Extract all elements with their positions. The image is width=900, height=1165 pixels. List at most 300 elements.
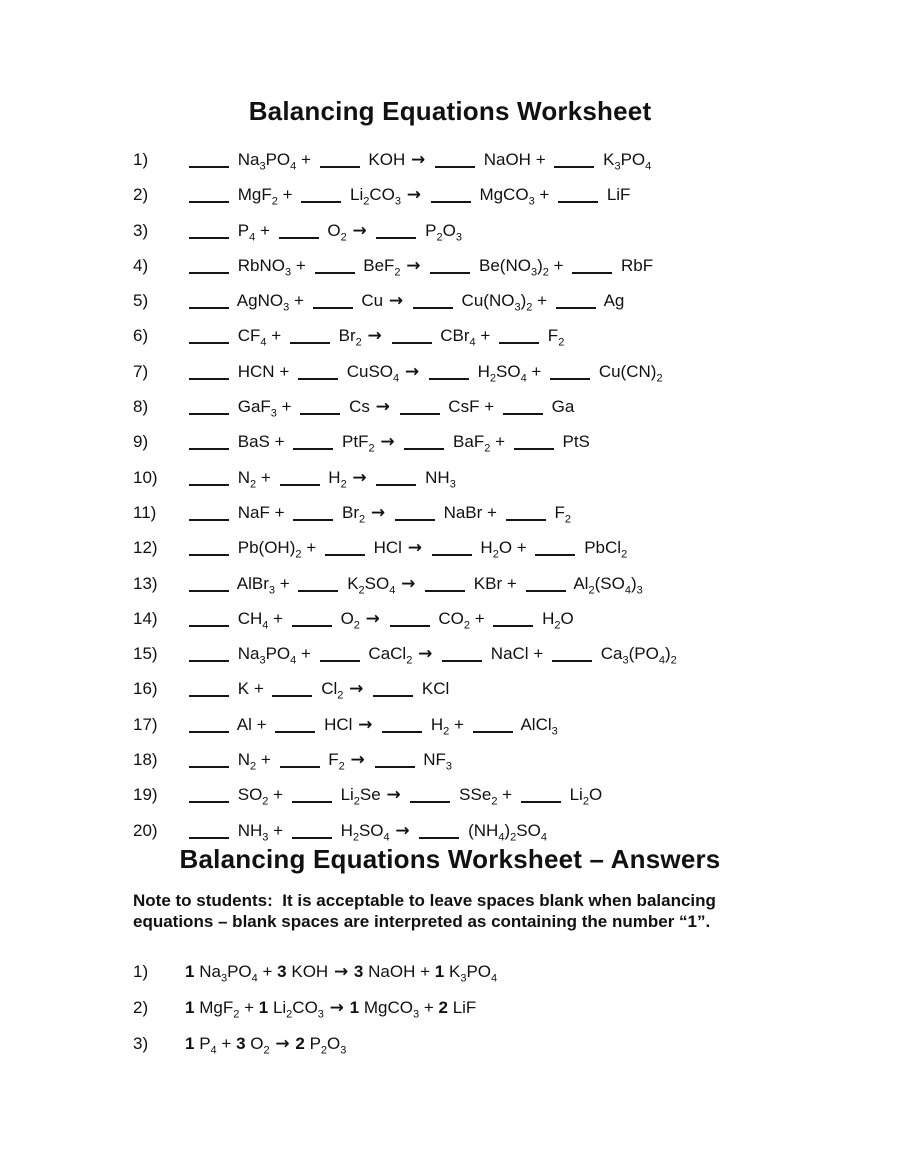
formula-token: $Cl_2$	[321, 679, 344, 702]
formula-token: $Br_2$	[338, 326, 362, 349]
formula-token: Ga	[551, 397, 575, 417]
formula-token: $K_3PO_4$	[603, 150, 652, 173]
answer-blank	[189, 624, 229, 627]
formula-token: BaS	[237, 432, 270, 452]
formula-token: +	[279, 361, 290, 381]
arrow-icon: →	[386, 785, 401, 806]
answer-blank	[554, 165, 594, 168]
formula-token: +	[293, 291, 304, 311]
equation	[185, 460, 456, 496]
formula-token: $K_3PO_4$	[448, 961, 498, 985]
coefficient: 1	[185, 998, 195, 1018]
problem-number: 12)	[133, 538, 158, 558]
answer-blank	[514, 447, 554, 450]
answer-blank	[442, 659, 482, 662]
arrow-icon: →	[349, 679, 364, 700]
answer-blank	[419, 836, 459, 839]
equation	[185, 354, 663, 390]
formula-token: CuSO$_4$	[346, 361, 400, 385]
formula-token: $Na_3PO_4$	[237, 150, 297, 173]
formula-token: $Li_2CO_3$	[350, 185, 401, 208]
problem-row	[0, 601, 900, 636]
coefficient: 3	[277, 961, 287, 981]
formula-token: NaF	[237, 502, 270, 522]
formula-token: $P_4$	[199, 1034, 217, 1057]
answer-blank	[272, 694, 312, 697]
coefficient: 3	[236, 1034, 246, 1054]
formula-token: MgF$_2$	[237, 185, 278, 208]
formula-token: +	[273, 820, 284, 840]
answer-blank	[413, 306, 453, 309]
answer-row	[0, 954, 900, 990]
problem-number: 17)	[133, 714, 158, 734]
problem-number: 14)	[133, 608, 158, 628]
worksheet-title: Balancing Equations Worksheet	[248, 96, 652, 126]
problem-number: 3)	[133, 1034, 149, 1054]
answer-blank	[373, 694, 413, 697]
equation	[185, 213, 462, 249]
equation	[185, 777, 602, 813]
problem-row	[0, 530, 900, 565]
formula-token: KOH	[291, 961, 329, 981]
equation	[185, 283, 624, 319]
answer-blank	[189, 730, 229, 733]
formula-token: HCl	[373, 538, 402, 558]
answer-blank	[425, 589, 465, 592]
formula-token: $N_2$	[237, 467, 257, 491]
arrow-icon: →	[333, 961, 349, 982]
formula-token: CBr$_4$	[440, 326, 476, 349]
answer-blank	[189, 200, 229, 203]
answer-blank	[189, 306, 229, 309]
formula-token: +	[480, 326, 491, 346]
formula-token: +	[221, 1034, 232, 1054]
formula-token: $H_2SO_4$	[477, 361, 527, 385]
problem-row	[0, 424, 900, 459]
arrow-icon: →	[350, 750, 365, 771]
answer-blank	[526, 589, 566, 592]
answer-blank	[298, 589, 338, 592]
answer-blank	[320, 659, 360, 662]
answer-row	[0, 990, 900, 1026]
formula-token: +	[487, 502, 497, 522]
formula-token: +	[420, 961, 431, 981]
answer-blank	[313, 306, 353, 309]
problem-number: 18)	[133, 750, 158, 770]
formula-token: $Na_3PO_4$	[199, 961, 258, 985]
arrow-icon: →	[406, 255, 421, 276]
answers-title: Balancing Equations Worksheet – Answers	[179, 843, 721, 874]
coefficient: 2	[295, 1034, 305, 1054]
answer-blank	[315, 271, 355, 274]
coefficient: 1	[185, 961, 195, 981]
formula-token: $SO_2$	[237, 785, 269, 808]
arrow-icon: →	[418, 644, 433, 665]
formula-token: +	[474, 608, 485, 628]
answer-blank	[572, 271, 612, 274]
arrow-icon: →	[395, 820, 410, 841]
formula-token: $CO_2$	[438, 608, 470, 632]
equation	[185, 424, 590, 460]
equation	[185, 707, 558, 743]
formula-token: +	[256, 714, 267, 734]
answer-blank	[558, 200, 598, 203]
arrow-icon: →	[401, 573, 416, 594]
arrow-icon: →	[411, 150, 426, 170]
formula-token: $Br_2$	[342, 502, 366, 526]
answer-blank	[550, 377, 590, 380]
problem-row	[0, 566, 900, 601]
formula-token: $Li_2CO_3$	[272, 998, 324, 1021]
problem-number: 20)	[133, 820, 158, 840]
formula-token: +	[484, 397, 495, 417]
answer-blank	[301, 200, 341, 203]
arrow-icon: →	[275, 1034, 290, 1055]
problem-row	[0, 671, 900, 706]
answer-blank	[535, 553, 575, 556]
answer-blank	[552, 659, 592, 662]
problem-row	[0, 213, 900, 248]
problems-list	[0, 142, 900, 848]
answer-blank	[376, 236, 416, 239]
answer-blank	[300, 412, 340, 415]
arrow-icon: →	[367, 326, 382, 347]
arrow-icon: →	[404, 361, 420, 382]
formula-token: +	[553, 255, 564, 275]
formula-token: NaOH	[483, 150, 531, 169]
problem-number: 1)	[133, 150, 149, 169]
answer-blank	[503, 412, 543, 415]
answer-blank	[189, 483, 229, 486]
formula-token: +	[506, 573, 517, 593]
answer-blank	[189, 518, 229, 521]
problem-row	[0, 813, 900, 848]
problem-row	[0, 742, 900, 777]
formula-token: +	[454, 714, 464, 734]
answer-blank	[404, 447, 444, 450]
formula-token: $H_2$	[328, 467, 347, 491]
formula-token: $H_2O$	[480, 538, 513, 561]
equation	[185, 601, 574, 637]
answer-blank	[280, 483, 320, 486]
problem-row	[0, 389, 900, 424]
problem-number: 15)	[133, 644, 158, 664]
answer-blank	[189, 800, 229, 803]
formula-token: MgF$_2$	[199, 998, 240, 1021]
arrow-icon: →	[352, 220, 367, 241]
formula-token: $Li_2O$	[569, 785, 603, 808]
formula-token: +	[253, 679, 264, 699]
problem-row	[0, 318, 900, 353]
formula-token: CsF	[448, 397, 480, 417]
formula-token: KCl	[421, 679, 450, 699]
answer-blank	[521, 800, 561, 803]
formula-token: $Ca_3(PO_4)_2$	[600, 644, 677, 667]
problem-number: 1)	[133, 961, 149, 981]
formula-token: $F_2$	[328, 750, 345, 773]
equation	[185, 636, 677, 672]
formula-token: $CH_4$	[237, 608, 269, 632]
formula-token: AlCl$_3$	[520, 714, 558, 738]
problem-row	[0, 636, 900, 671]
note-to-students	[0, 890, 748, 932]
formula-token: $P_4$	[237, 220, 256, 243]
equation	[185, 566, 643, 602]
answer-blank	[292, 800, 332, 803]
formula-token: $O_2$	[250, 1034, 270, 1057]
answer-blank	[189, 412, 229, 415]
formula-token: $H_2SO_4$	[340, 820, 390, 844]
formula-token: $F_2$	[547, 326, 565, 349]
formula-token: LiF	[606, 185, 631, 205]
answer-blank	[410, 800, 450, 803]
arrow-icon: →	[352, 467, 367, 488]
formula-token: +	[295, 255, 306, 275]
equation	[185, 318, 564, 354]
answer-blank	[298, 377, 338, 380]
equation	[185, 954, 497, 990]
problem-row	[0, 707, 900, 742]
answer-blank	[189, 694, 229, 697]
formula-token: $CF_4$	[237, 326, 267, 349]
answer-blank	[493, 624, 533, 627]
formula-token: Cu	[361, 291, 384, 311]
problem-number: 4)	[133, 255, 149, 275]
formula-token: NaOH	[368, 961, 416, 981]
problem-number: 2)	[133, 185, 149, 205]
answer-blank	[499, 341, 539, 344]
formula-token: LiF	[452, 998, 477, 1018]
answer-blank	[189, 165, 229, 168]
answer-blank	[189, 553, 229, 556]
answer-blank	[506, 518, 546, 521]
formula-token: $NH_3$	[425, 467, 456, 491]
answer-blank	[189, 659, 229, 662]
equation	[185, 671, 449, 707]
answer-blank	[382, 730, 422, 733]
formula-token: $H_2$	[430, 714, 450, 738]
formula-token: +	[537, 291, 548, 311]
answer-blank	[293, 447, 333, 450]
formula-token: AgNO$_3$	[236, 291, 290, 314]
formula-token: +	[539, 185, 550, 205]
problem-number: 10)	[133, 467, 158, 487]
equation	[185, 177, 630, 213]
problem-row	[0, 283, 900, 318]
equation	[185, 530, 627, 566]
answer-blank	[473, 730, 513, 733]
formula-token: $K_2SO_4$	[347, 573, 396, 596]
arrow-icon: →	[407, 538, 422, 559]
formula-token: +	[301, 644, 311, 664]
formula-token: RbF	[621, 255, 654, 275]
answer-blank	[293, 518, 333, 521]
answer-blank	[432, 553, 472, 556]
problem-row	[0, 354, 900, 389]
formula-token: SSe$_2$	[459, 785, 498, 808]
answer-blank	[431, 200, 471, 203]
arrow-icon: →	[375, 397, 390, 418]
answer-blank	[376, 483, 416, 486]
problem-number: 9)	[133, 432, 149, 452]
answer-blank	[390, 624, 430, 627]
formula-token: +	[260, 750, 271, 770]
problem-row	[0, 142, 900, 177]
formula-token: +	[259, 220, 270, 240]
coefficient: 1	[185, 1034, 195, 1054]
formula-token: +	[516, 538, 527, 558]
formula-token: PtF$_2$	[342, 432, 375, 455]
answer-blank	[320, 165, 360, 168]
answers-list	[0, 954, 900, 1063]
note-label: Note to students:	[133, 890, 273, 910]
formula-token: $NF_3$	[423, 750, 453, 773]
formula-token: $(NH_4)_2SO_4$	[468, 820, 547, 844]
formula-token: $H_2O$	[542, 608, 574, 632]
arrow-icon: →	[380, 432, 395, 453]
formula-token: +	[244, 998, 254, 1018]
problem-number: 8)	[133, 397, 149, 417]
formula-token: Ag	[603, 291, 625, 311]
note-text: It is acceptable to leave spaces blank when balancing equations – blank spaces are interpreted as containing the number “1”.	[133, 890, 716, 931]
equation	[185, 142, 651, 178]
answer-blank	[189, 765, 229, 768]
arrow-icon: →	[388, 291, 404, 312]
problem-row	[0, 177, 900, 212]
formula-token: +	[301, 150, 311, 169]
formula-token: $N_2$	[237, 750, 257, 773]
formula-token: MgCO$_3$	[479, 185, 535, 208]
formula-token: +	[282, 185, 293, 205]
answer-blank	[292, 624, 332, 627]
problem-row	[0, 460, 900, 495]
answer-blank	[189, 236, 229, 239]
formula-token: $Na_3PO_4$	[237, 644, 297, 667]
answer-blank	[279, 236, 319, 239]
formula-token: NaBr	[443, 502, 483, 522]
answer-blank	[375, 765, 415, 768]
formula-token: $F_2$	[554, 502, 571, 526]
formula-token: +	[306, 538, 317, 558]
problem-number: 2)	[133, 998, 149, 1018]
answer-blank	[435, 165, 475, 168]
formula-token: $Al_2(SO_4)_3$	[573, 573, 643, 596]
formula-token: BeF$_2$	[363, 255, 401, 279]
formula-token: +	[274, 432, 285, 452]
formula-token: MgCO$_3$	[363, 998, 420, 1021]
equation	[185, 495, 571, 531]
formula-token: HCN	[237, 361, 275, 381]
formula-token: PtS	[562, 432, 590, 452]
arrow-icon: →	[358, 714, 373, 735]
coefficient: 1	[434, 961, 445, 981]
formula-token: +	[262, 961, 273, 981]
equation	[185, 248, 653, 284]
formula-token: +	[279, 573, 290, 593]
formula-token: $Li_2Se$	[340, 785, 381, 808]
formula-token: NaCl	[490, 644, 529, 664]
problem-number: 7)	[133, 361, 149, 381]
answer-blank	[392, 341, 432, 344]
formula-token: +	[495, 432, 506, 452]
formula-token: +	[260, 467, 271, 487]
formula-token: CaCl$_2$	[368, 644, 413, 667]
formula-token: $O_2$	[340, 608, 360, 632]
answer-blank	[189, 271, 229, 274]
formula-token: $Cu(NO_3)_2$	[461, 291, 533, 314]
formula-token: +	[502, 785, 513, 805]
answer-blank	[556, 306, 596, 309]
formula-token: PbCl$_2$	[584, 538, 628, 561]
problem-number: 6)	[133, 326, 149, 346]
problem-number: 19)	[133, 785, 158, 805]
problem-row	[0, 248, 900, 283]
formula-token: $O_2$	[327, 220, 347, 243]
equation	[185, 990, 476, 1026]
formula-token: BaF$_2$	[453, 432, 491, 455]
answer-blank	[429, 377, 469, 380]
answer-blank	[292, 836, 332, 839]
formula-token: RbNO$_3$	[237, 255, 292, 279]
problem-number: 3)	[133, 220, 149, 240]
answer-blank	[189, 447, 229, 450]
formula-token: KOH	[368, 150, 406, 169]
answer-blank	[189, 377, 229, 380]
answer-blank	[275, 730, 315, 733]
formula-token: +	[273, 785, 284, 805]
problem-number: 5)	[133, 291, 149, 311]
coefficient: 1	[349, 998, 360, 1018]
formula-token: +	[531, 361, 542, 381]
formula-token: +	[274, 502, 285, 522]
formula-token: GaF$_3$	[237, 397, 277, 420]
problem-number: 13)	[133, 573, 158, 593]
equation	[185, 1026, 346, 1062]
formula-token: K	[237, 679, 250, 699]
formula-token: HCl	[324, 714, 353, 734]
formula-token: $NH_3$	[237, 820, 269, 844]
formula-token: +	[533, 644, 544, 664]
coefficient: 1	[258, 998, 269, 1018]
formula-token: +	[281, 397, 292, 417]
answer-blank	[189, 341, 229, 344]
answer-blank	[325, 553, 365, 556]
problem-row	[0, 495, 900, 530]
formula-token: Cs	[349, 397, 370, 417]
formula-token: Al	[236, 714, 252, 734]
coefficient: 3	[353, 961, 364, 981]
formula-token: +	[273, 608, 284, 628]
arrow-icon: →	[329, 998, 344, 1019]
equation	[185, 742, 452, 778]
answer-blank	[400, 412, 440, 415]
formula-token: KBr	[473, 573, 503, 593]
answer-blank	[189, 836, 229, 839]
problem-number: 16)	[133, 679, 158, 699]
answer-row	[0, 1026, 900, 1062]
arrow-icon: →	[365, 608, 380, 629]
arrow-icon: →	[370, 502, 386, 523]
formula-token: $P_2O_3$	[425, 220, 462, 243]
problem-row	[0, 777, 900, 812]
formula-token: $P_2O_3$	[309, 1034, 347, 1057]
problem-number: 11)	[133, 502, 157, 522]
coefficient: 2	[438, 998, 448, 1018]
formula-token: +	[535, 150, 546, 169]
formula-token: +	[423, 998, 434, 1018]
arrow-icon: →	[406, 185, 421, 206]
answer-blank	[280, 765, 320, 768]
